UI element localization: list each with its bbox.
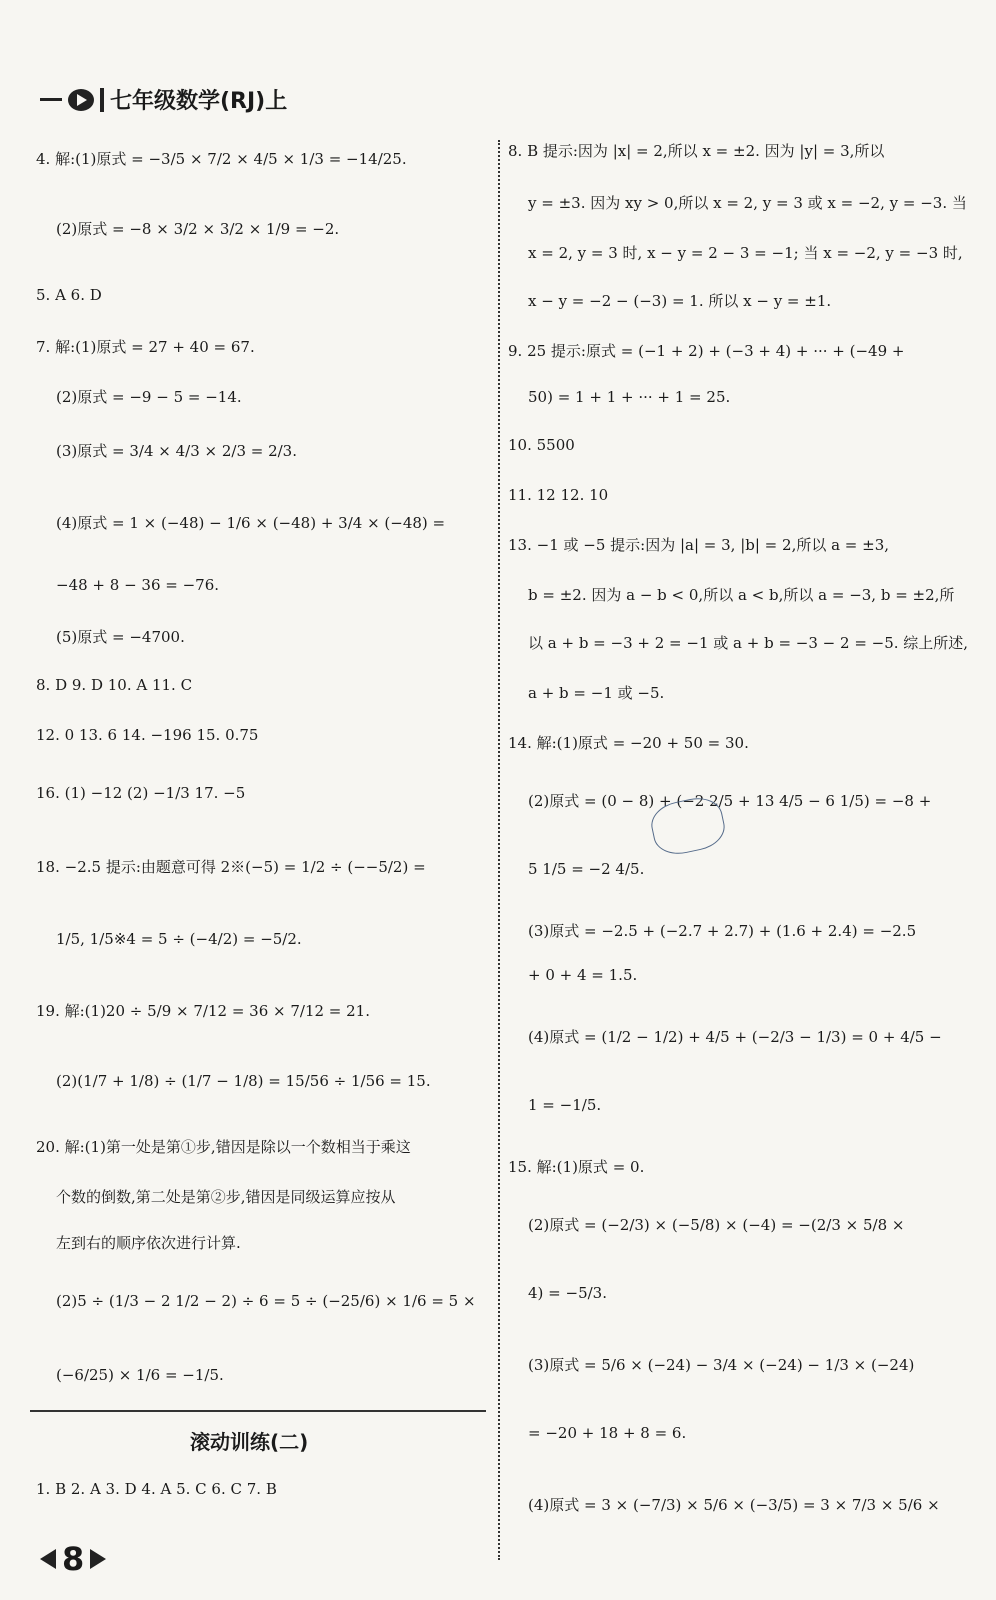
- answer-line: + 0 + 4 = 1.5.: [528, 966, 638, 984]
- answer-line: 11. 12 12. 10: [508, 486, 609, 504]
- answer-line: 13. −1 或 −5 提示:因为 |a| = 3, |b| = 2,所以 a = ±3,: [508, 536, 890, 554]
- answer-line: 以 a + b = −3 + 2 = −1 或 a + b = −3 − 2 = −5. 综上所述,: [528, 634, 969, 652]
- answer-line: 4. 解:(1)原式 = −3/5 × 7/2 × 4/5 × 1/3 = −14/25.: [36, 150, 407, 168]
- answer-line: 19. 解:(1)20 ÷ 5/9 × 7/12 = 36 × 7/12 = 21.: [36, 1002, 370, 1020]
- answer-line: (2)原式 = −9 − 5 = −14.: [56, 388, 242, 406]
- section-title: 滚动训练(二): [190, 1430, 309, 1454]
- answer-line: (2)原式 = (0 − 8) + (−2 2/5 + 13 4/5 − 6 1/5) = −8 +: [528, 792, 932, 810]
- answer-line: (3)原式 = −2.5 + (−2.7 + 2.7) + (1.6 + 2.4) = −2.5: [528, 922, 917, 940]
- answer-line: 20. 解:(1)第一处是第①步,错因是除以一个数相当于乘这: [36, 1138, 411, 1156]
- answer-line: 左到右的顺序依次进行计算.: [56, 1234, 241, 1252]
- answer-line: (3)原式 = 3/4 × 4/3 × 2/3 = 2/3.: [56, 442, 297, 460]
- header-bar: [100, 88, 104, 112]
- answer-line: 50) = 1 + 1 + ··· + 1 = 25.: [528, 388, 731, 406]
- page-footer: [40, 1540, 106, 1578]
- answer-line: 5. A 6. D: [36, 286, 102, 304]
- answer-line: 4) = −5/3.: [528, 1284, 607, 1302]
- answer-line: 7. 解:(1)原式 = 27 + 40 = 67.: [36, 338, 255, 356]
- answer-line: (−6/25) × 1/6 = −1/5.: [56, 1366, 224, 1384]
- answer-line: 8. D 9. D 10. A 11. C: [36, 676, 193, 694]
- answer-line: 1. B 2. A 3. D 4. A 5. C 6. C 7. B: [36, 1480, 277, 1498]
- answer-line: (4)原式 = (1/2 − 1/2) + 4/5 + (−2/3 − 1/3) = 0 + 4/5 −: [528, 1028, 942, 1046]
- answer-line: y = ±3. 因为 xy > 0,所以 x = 2, y = 3 或 x = −2, y = −3. 当: [528, 194, 967, 212]
- answer-line: 10. 5500: [508, 436, 575, 454]
- answer-line: 5 1/5 = −2 4/5.: [528, 860, 645, 878]
- page-number: 8: [62, 1540, 85, 1578]
- triangle-right-icon: [90, 1549, 106, 1569]
- page-title: 七年级数学(RJ)上: [110, 89, 288, 114]
- answer-line: x = 2, y = 3 时, x − y = 2 − 3 = −1; 当 x = −2, y = −3 时,: [528, 244, 963, 262]
- answer-line: 个数的倒数,第二处是第②步,错因是同级运算应按从: [56, 1188, 396, 1206]
- play-logo-icon: [68, 89, 94, 111]
- answer-line: (2)5 ÷ (1/3 − 2 1/2 − 2) ÷ 6 = 5 ÷ (−25/6) × 1/6 = 5 ×: [56, 1292, 476, 1310]
- page-header: [40, 84, 287, 115]
- answer-line: 1 = −1/5.: [528, 1096, 602, 1114]
- header-dash: [40, 98, 62, 101]
- answer-line: (4)原式 = 3 × (−7/3) × 5/6 × (−3/5) = 3 × 7/3 × 5/6 ×: [528, 1496, 940, 1514]
- column-divider: [498, 140, 500, 1560]
- answer-line: (2)(1/7 + 1/8) ÷ (1/7 − 1/8) = 15/56 ÷ 1/56 = 15.: [56, 1072, 431, 1090]
- triangle-left-icon: [40, 1549, 56, 1569]
- answer-line: a + b = −1 或 −5.: [528, 684, 665, 702]
- answer-line: x − y = −2 − (−3) = 1. 所以 x − y = ±1.: [528, 292, 832, 310]
- answer-line: (5)原式 = −4700.: [56, 628, 185, 646]
- answer-line: b = ±2. 因为 a − b < 0,所以 a < b,所以 a = −3, b = ±2,所: [528, 586, 955, 604]
- answer-line: 16. (1) −12 (2) −1/3 17. −5: [36, 784, 246, 802]
- answer-line: 8. B 提示:因为 |x| = 2,所以 x = ±2. 因为 |y| = 3,所以: [508, 142, 885, 160]
- answer-line: (2)原式 = (−2/3) × (−5/8) × (−4) = −(2/3 × 5/8 ×: [528, 1216, 905, 1234]
- answer-line: = −20 + 18 + 8 = 6.: [528, 1424, 687, 1442]
- answer-line: (3)原式 = 5/6 × (−24) − 3/4 × (−24) − 1/3 × (−24): [528, 1356, 915, 1374]
- answer-line: −48 + 8 − 36 = −76.: [56, 576, 220, 594]
- answer-line: 9. 25 提示:原式 = (−1 + 2) + (−3 + 4) + ··· + (−49 +: [508, 342, 905, 360]
- section-rule: [30, 1410, 486, 1412]
- answer-line: (4)原式 = 1 × (−48) − 1/6 × (−48) + 3/4 × (−48) =: [56, 514, 446, 532]
- answer-line: 12. 0 13. 6 14. −196 15. 0.75: [36, 726, 259, 744]
- answer-line: 15. 解:(1)原式 = 0.: [508, 1158, 645, 1176]
- answer-line: 1/5, 1/5※4 = 5 ÷ (−4/2) = −5/2.: [56, 930, 302, 948]
- answer-line: (2)原式 = −8 × 3/2 × 3/2 × 1/9 = −2.: [56, 220, 340, 238]
- answer-line: 14. 解:(1)原式 = −20 + 50 = 30.: [508, 734, 749, 752]
- answer-line: 18. −2.5 提示:由题意可得 2※(−5) = 1/2 ÷ (−−5/2) =: [36, 858, 426, 876]
